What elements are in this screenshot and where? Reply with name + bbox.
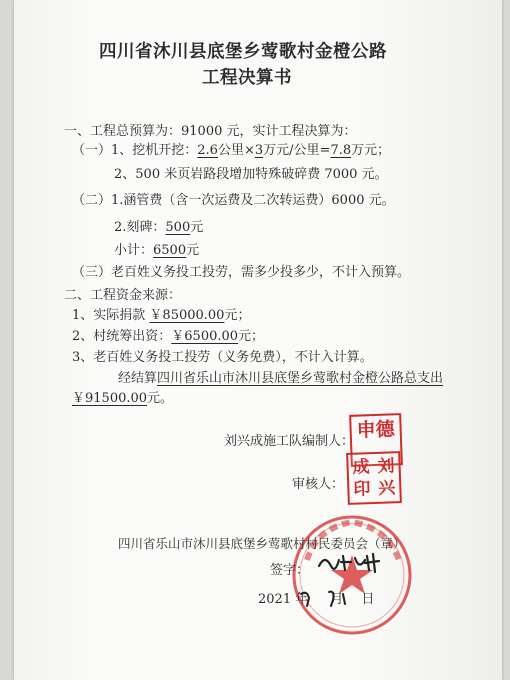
item-volunteer-labor: （三）老百姓义务投工投劳，需多少投多少，不计入预算。 [72,265,411,280]
village-value: ￥6500.00 [171,329,239,344]
excavation-total: 7.8 [330,143,352,158]
section-1-heading: 一、工程总预算为：91000 元，实计工程决算为： [64,124,357,139]
compiler-label: 刘兴成施工队编制人： [224,434,355,449]
date-line: 2021 年 月 日 [258,592,375,607]
subtotal: 小计：6500元 [114,243,200,258]
fund-village: 2、村统筹出资：￥6500.00元； [72,329,265,344]
title-line-2: 工程决算书 [202,68,292,88]
conclusion-amount: ￥91500.00 [72,391,148,406]
reviewer-stamp-text: 成 刘 印 兴 [352,456,396,500]
excavation-km: 2.6 [197,143,218,158]
item-culvert-fee: （二）1.涵管费（含一次运费及二次转运费）6000 元。 [72,193,395,208]
section-2-heading: 二、工程资金来源： [64,288,182,303]
subtotal-value: 6500 [153,243,187,258]
fund-donation: 1、实际捐款 ￥85000.00元； [72,308,251,323]
stele-value: 500 [165,220,191,235]
conclusion-line-1: 经结算四川省乐山市沐川县底堡乡莺歌村金橙公路总支出 [118,371,444,386]
village-committee-org: 四川省乐山市沐川县底堡乡莺歌村村民委员会（章） [118,536,406,551]
document-page [14,0,502,680]
item-breaking-fee: 2、500 米页岩路段增加特殊破碎费 7000 元。 [114,167,388,182]
item-excavation: （一）1、挖机开挖：2.6公里×3万元/公里=7.8万元； [72,143,391,158]
handwritten-signature [315,548,385,576]
conclusion-line-2: ￥91500.00元。 [72,391,174,406]
sign-label: 签字： [270,563,310,578]
reviewer-label: 审核人： [292,477,345,492]
title-line-1: 四川省沐川县底堡乡莺歌村金橙公路 [99,42,387,62]
reviewer-stamp [346,451,402,505]
compiler-stamp-text: 申德 [356,418,396,442]
excavation-rate: 3 [254,143,264,158]
fund-labor: 3、老百姓义务投工投劳（义务免费），不计入计算。 [72,350,373,365]
item-stele: 2.刻碑：500元 [114,220,204,235]
conclusion-project: 四川省乐山市沐川县底堡乡莺歌村金橙公路总支出 [157,371,444,386]
handwritten-date [299,588,354,610]
donation-value: ￥85000.00 [149,308,225,323]
